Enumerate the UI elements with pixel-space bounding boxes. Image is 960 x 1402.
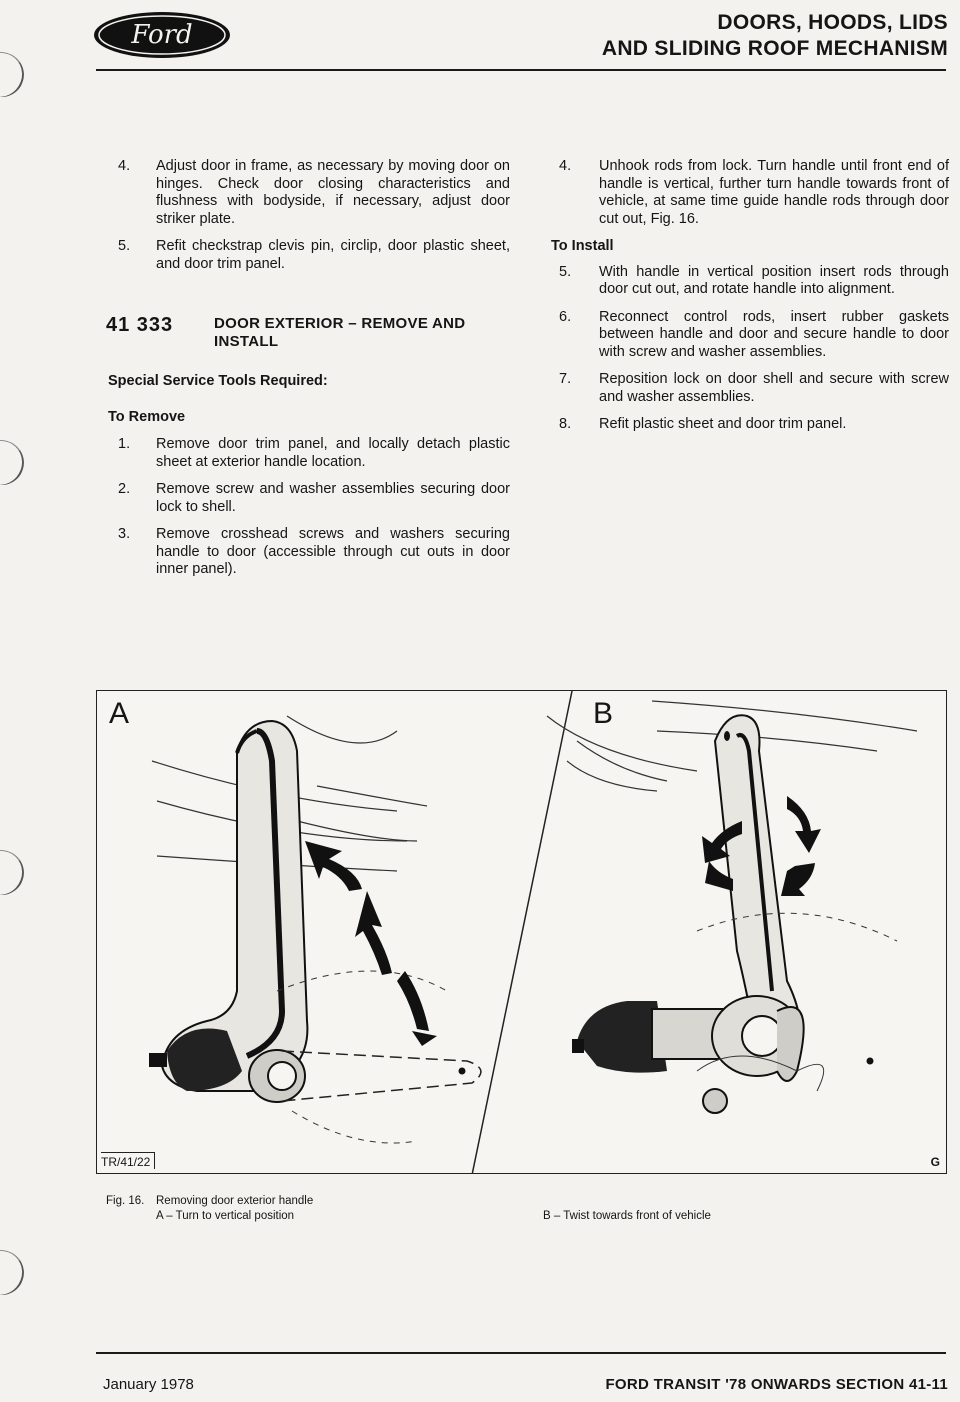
- binder-hole: [0, 433, 30, 491]
- door-handle-illustration: [97, 691, 947, 1174]
- header-rule: [96, 69, 946, 71]
- step-item: [549, 264, 949, 299]
- step-item: [106, 238, 510, 273]
- figure-caption: [106, 1194, 313, 1224]
- step-number: 7.: [559, 371, 572, 387]
- left-column: [106, 158, 510, 589]
- step-item: [106, 436, 510, 471]
- step-number: 6.: [559, 308, 572, 325]
- step-item: [106, 481, 510, 516]
- page-header-title: [602, 10, 948, 62]
- footer-date: January 1978: [103, 1376, 194, 1393]
- binder-hole: [0, 45, 30, 103]
- caption-b-text: B – Twist towards front of vehicle: [543, 1210, 711, 1222]
- panel-a-label: A: [109, 697, 130, 730]
- tools-heading: Special Service Tools Required:: [108, 373, 328, 389]
- section-number: 41 333: [106, 314, 174, 336]
- step-text: Remove crosshead screws and washers securing handle to door (accessible through cut outs in door inner panel).: [156, 526, 510, 577]
- step-text: Remove screw and washer assemblies securing door lock to shell.: [156, 481, 510, 515]
- step-number: 1.: [118, 436, 131, 452]
- ford-logo: [92, 10, 232, 60]
- step-item: [549, 309, 949, 362]
- caption-fig-label: Fig. 16.: [106, 1195, 145, 1207]
- step-number: 4.: [118, 158, 131, 174]
- footer-rule: [96, 1352, 946, 1354]
- step-item: [106, 158, 510, 228]
- step-text: Reposition lock on door shell and secure with screw and washer assemblies.: [599, 371, 949, 405]
- remove-heading: To Remove: [108, 408, 186, 425]
- right-column: [549, 158, 949, 444]
- step-text: Refit checkstrap clevis pin, circlip, door plastic sheet, and door trim panel.: [156, 238, 510, 272]
- step-text: Unhook rods from lock. Turn handle until front end of handle is vertical, further turn handle towards front of vehicle, at same time guide handle rods through door cut out, Fig. 16.: [599, 158, 949, 227]
- caption-a-text: A – Turn to vertical position: [156, 1210, 295, 1222]
- step-item: [549, 158, 949, 228]
- figure-corner-mark: G: [930, 1155, 940, 1169]
- step-item: [549, 416, 949, 434]
- step-number: 3.: [118, 526, 131, 542]
- caption-title: Removing door exterior handle: [156, 1195, 314, 1207]
- header-title-line2: AND SLIDING ROOF MECHANISM: [601, 37, 948, 60]
- binder-hole: [0, 843, 30, 901]
- step-number: 8.: [559, 416, 572, 432]
- step-number: 2.: [118, 481, 131, 497]
- binder-hole: [0, 1243, 30, 1301]
- logo-text: Ford: [131, 20, 193, 50]
- section-heading: [106, 315, 510, 351]
- section-title: DOOR EXTERIOR – REMOVE AND INSTALL: [214, 315, 466, 350]
- install-heading: To Install: [551, 238, 614, 254]
- step-number: 5.: [118, 238, 131, 254]
- panel-b-label: B: [593, 697, 614, 730]
- step-item: [549, 371, 949, 406]
- figure-16: [96, 690, 947, 1174]
- step-text: With handle in vertical position insert rods through door cut out, and rotate handle into alignment.: [599, 263, 949, 297]
- step-text: Adjust door in frame, as necessary by moving door on hinges. Check door closing characteristics and flushness with bodyside, if necessary, adjust door striker plate.: [156, 158, 510, 227]
- header-title-line1: DOORS, HOODS, LIDS: [717, 11, 948, 34]
- step-text: Refit plastic sheet and door trim panel.: [599, 416, 847, 432]
- step-text: Reconnect control rods, insert rubber gaskets between handle and door and secure handle to door with screw and washer assemblies.: [599, 308, 949, 360]
- step-number: 4.: [559, 158, 572, 174]
- figure-reference: TR/41/22: [101, 1152, 155, 1169]
- footer-publication: FORD TRANSIT '78 ONWARDS SECTION 41-11: [605, 1376, 948, 1393]
- step-number: 5.: [559, 263, 572, 280]
- step-text: Remove door trim panel, and locally detach plastic sheet at exterior handle location.: [156, 436, 510, 470]
- step-item: [106, 526, 510, 579]
